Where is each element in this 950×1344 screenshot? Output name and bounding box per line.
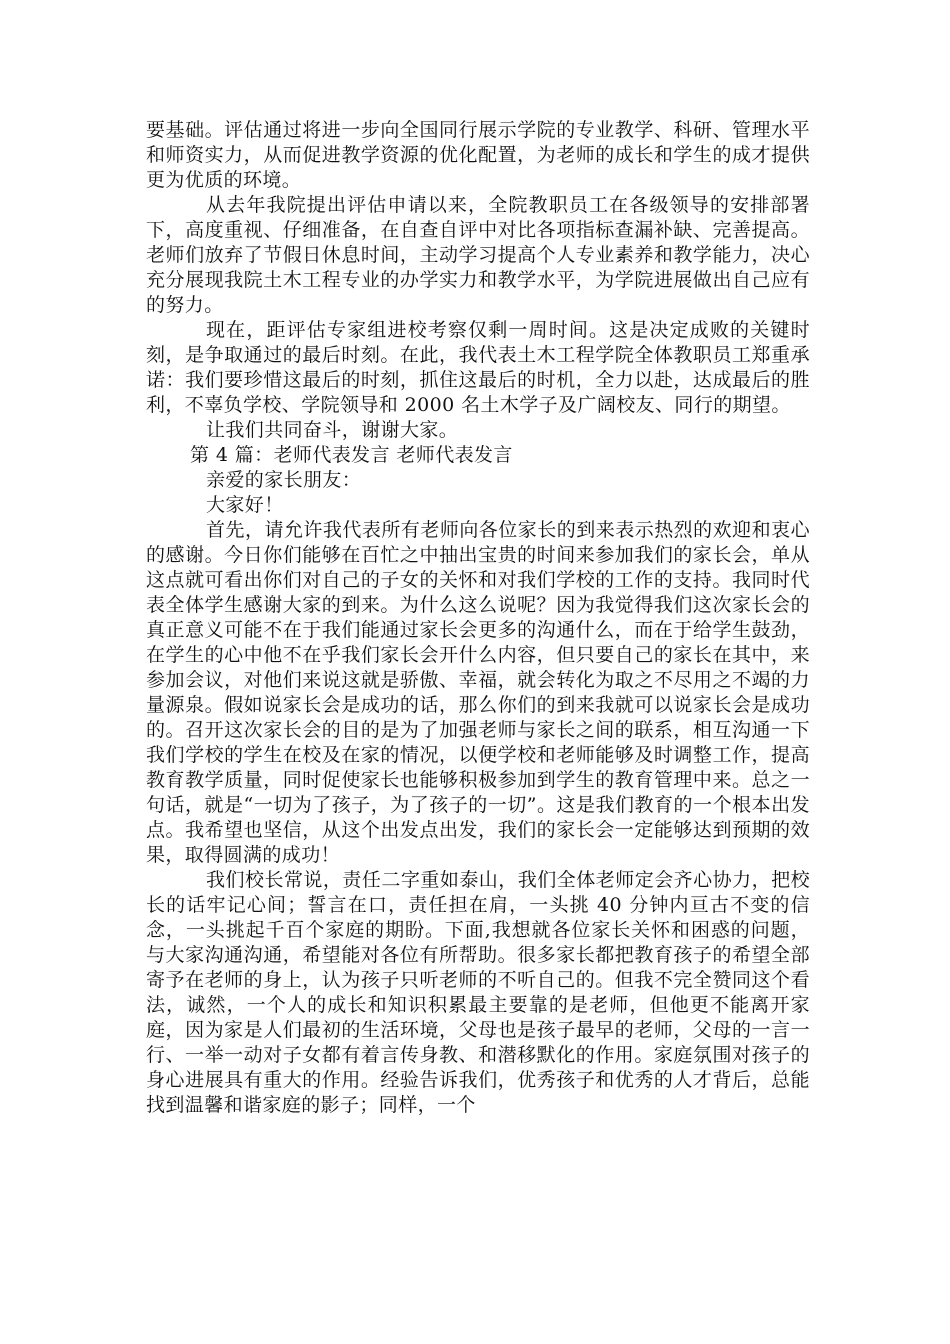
document-body (146, 118, 810, 1118)
paragraph-commitment: 现在，距评估专家组进校考察仅剩一周时间。这是决定成败的关键时刻，是争取通过的最后时刻。在此，我代表土木工程学院全体教职员工郑重承诺：我们要珍惜这最后的时刻，抓住这最后的时机，全力以赴，达成最后的胜利，不辜负学校、学院领导和 2000 名土木学子及广阔校友、同行的期望。 (146, 319, 810, 416)
paragraph-closing-thanks: 让我们共同奋斗，谢谢大家。 (206, 419, 459, 441)
salutation-greeting: 大家好！ (206, 494, 284, 516)
section-heading: 第 4 篇：老师代表发言 老师代表发言 (190, 444, 513, 466)
paragraph-responsibility: 我们校长常说，责任二字重如泰山，我们全体老师定会齐心协力，把校长的话牢记心间；誓言在口，责任担在肩，一头挑 40 分钟内亘古不变的信念，一头挑起千百个家庭的期盼。下面,我想就各位家长关怀和困惑的问题，与大家沟通沟通，希望能对各位有所帮助。很多家长都把教育孩子的希望全部寄予在老师的身上，认为孩子只听老师的不听自己的。但我不完全赞同这个看法，诚然，一个人的成长和知识积累最主要靠的是老师，但他更不能离开家庭，因为家是人们最初的生活环境，父母也是孩子最早的老师，父母的一言一行、一举一动对子女都有着言传身教、和潜移默化的作用。家庭氛围对孩子的身心进展具有重大的作用。经验告诉我们，优秀孩子和优秀的人才背后，总能找到温馨和谐家庭的影子；同样，一个 (146, 869, 810, 1116)
paragraph-welcome: 首先，请允许我代表所有老师向各位家长的到来表示热烈的欢迎和衷心的感谢。今日你们能够在百忙之中抽出宝贵的时间来参加我们的家长会，单从这点就可看出你们对自己的子女的关怀和对我们学校的工作的支持。我同时代表全体学生感谢大家的到来。为什么这么说呢？因为我觉得我们这次家长会的真正意义可能不在于我们能通过家长会更多的沟通什么，而在于给学生鼓劲，在学生的心中他不在乎我们家长会开什么内容，但只要自己的家长在其中，来参加会议，对他们来说这就是骄傲、幸福，就会转化为取之不尽用之不竭的力量源泉。假如说家长会是成功的话，那么你们的到来我就可以说家长会是成功的。召开这次家长会的目的是为了加强老师与家长之间的联系，相互沟通一下我们学校的学生在校及在家的情况，以便学校和老师能够及时调整工作，提高教育教学质量，同时促使家长也能够积极参加到学生的教育管理中来。总之一句话，就是“一切为了孩子，为了孩子的一切”。这是我们教育的一个根本出发点。我希望也坚信，从这个出发点出发，我们的家长会一定能够达到预期的效果，取得圆满的成功！ (146, 519, 810, 866)
paragraph-evaluation-preparation: 从去年我院提出评估申请以来，全院教职员工在各级领导的安排部署下，高度重视、仔细准备，在自查自评中对比各项指标查漏补缺、完善提高。老师们放弃了节假日休息时间，主动学习提高个人专业素养和教学能力，决心充分展现我院土木工程专业的办学实力和教学水平，为学院进展做出自己应有的努力。 (146, 194, 810, 316)
paragraph-continuation: 要基础。评估通过将进一步向全国同行展示学院的专业教学、科研、管理水平和师资实力，从而促进教学资源的优化配置，为老师的成长和学生的成才提供更为优质的环境。 (146, 119, 810, 191)
salutation-parents: 亲爱的家长朋友： (206, 469, 362, 491)
